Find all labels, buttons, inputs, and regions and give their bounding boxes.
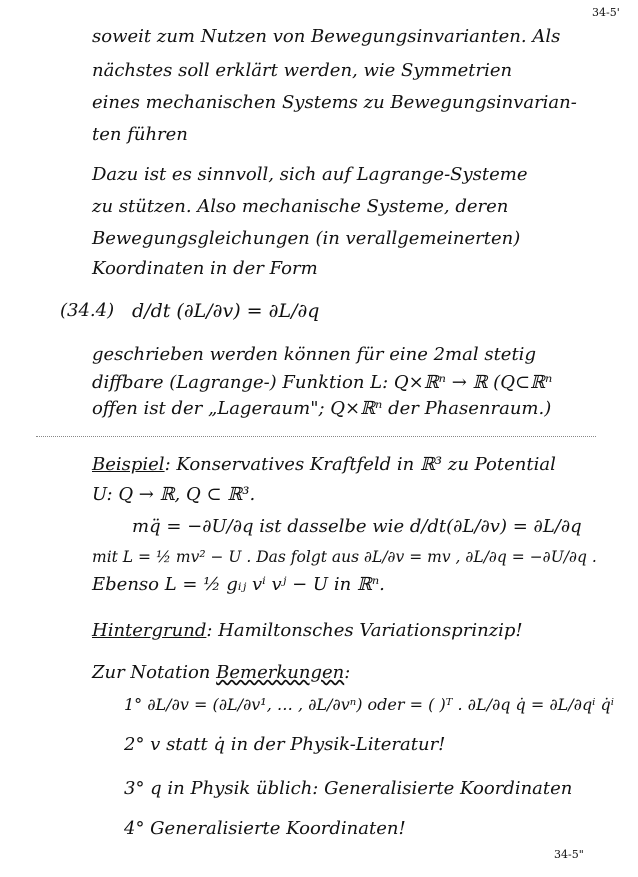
example-line5: Ebenso L = ½ gᵢⱼ vⁱ vʲ − U in ℝⁿ. [92,574,385,595]
para1-line3: eines mechanischen Systems zu Bewegungsinvarian- [92,92,577,113]
notation-item-3: 3° q in Physik üblich: Generalisierte Koordinaten [124,778,573,799]
example-line1 [92,454,556,476]
notation-item-1: 1° ∂L/∂v = (∂L/∂v¹, … , ∂L/∂vⁿ) oder = ( )ᵀ . ∂L/∂q q̇ = ∂L/∂qⁱ q̇ⁱ [124,695,614,714]
para2-line2: zu stützen. Also mechanische Systeme, deren [92,196,509,217]
para1-line2: nächstes soll erklärt werden, wie Symmetrien [92,60,513,81]
notation-heading [92,662,350,684]
page-number-top: 34-5' [592,6,620,19]
para2-line3: Bewegungsgleichungen (in verallgemeinerten) [92,228,521,249]
background-heading: Hintergrund [92,620,207,641]
example-heading: Beispiel [92,454,165,475]
divider [36,436,596,437]
para1-line4: ten führen [92,124,188,145]
page-number-bottom: 34-5" [554,848,584,861]
para2-line1: Dazu ist es sinnvoll, sich auf Lagrange-Systeme [92,164,528,185]
para1-line1: soweit zum Nutzen von Bewegungsinvarianten. Als [92,26,561,47]
para3-line1: geschrieben werden können für eine 2mal stetig [92,344,536,365]
notation-heading-prefix: Zur Notation [92,662,211,683]
notation-item-4: 4° Generalisierte Koordinaten! [124,818,406,839]
equation-34-4: d/dt (∂L/∂v) = ∂L/∂q [132,300,320,322]
notation-heading-remarks: Bemerkungen [216,662,345,683]
equation-label: (34.4) [60,300,115,321]
background-text: : Hamiltonsches Variationsprinzip! [206,620,523,641]
notation-heading-suffix: : [344,662,351,683]
notation-item-2: 2° v statt q̇ in der Physik-Literatur! [124,734,446,755]
example-line3: mq̈ = −∂U/∂q ist dasselbe wie d/dt(∂L/∂v) = ∂L/∂q [132,516,582,537]
para3-line2: diffbare (Lagrange-) Funktion L: Q×ℝⁿ → ℝ (Q⊂ℝⁿ [92,372,553,393]
para2-line4: Koordinaten in der Form [92,258,318,279]
para3-line3: offen ist der „Lageraum"; Q×ℝⁿ der Phasenraum.) [92,398,552,419]
example-line2: U: Q → ℝ, Q ⊂ ℝ³. [92,484,256,505]
example-line4: mit L = ½ mv² − U . Das folgt aus ∂L/∂v = mv , ∂L/∂q = −∂U/∂q . [92,548,597,566]
example-intro: : Konservatives Kraftfeld in ℝ³ zu Potential [164,454,556,475]
background-line [92,620,523,642]
